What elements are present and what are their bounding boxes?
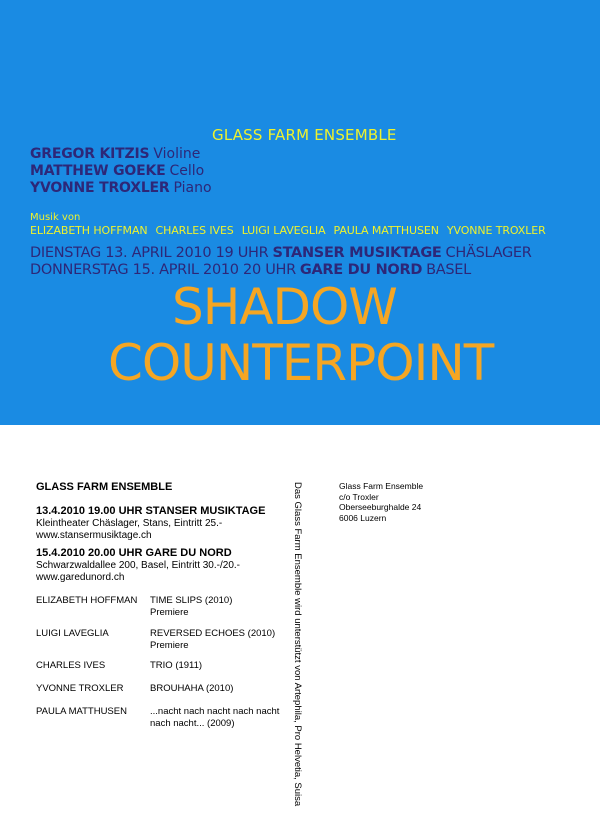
program-work-title: REVERSED ECHOES (2010) [150, 628, 276, 639]
program-work [150, 706, 279, 730]
musician-instrument: Piano [173, 180, 212, 196]
program-work-title: BROUHAHA (2010) [150, 683, 234, 694]
musician-instrument: Cello [169, 163, 205, 179]
event-heading: 15.4.2010 20.00 UHR GARE DU NORD [36, 547, 232, 559]
concert-place: CHÄSLAGER [445, 245, 532, 261]
program-composer: LUIGI LAVEGLIA [36, 628, 109, 639]
musician-line [30, 146, 200, 162]
program-composer: ELIZABETH HOFFMAN [36, 595, 138, 606]
program-work-title: TRIO (1911) [150, 660, 203, 671]
support-credit: Das Glass Farm Ensemble wird unterstützt von Artephila, Pro Helvetia, Suisa [292, 482, 303, 807]
back-side [0, 425, 600, 817]
ensemble-name: GLASS FARM ENSEMBLE [212, 126, 397, 144]
address-line: c/o Troxler [339, 491, 379, 502]
address-line: Glass Farm Ensemble [339, 481, 424, 491]
program-work-note: Premiere [150, 607, 189, 618]
concert-date: DONNERSTAG 15. APRIL 2010 20 UHR [30, 262, 296, 278]
musician-instrument: Violine [153, 146, 201, 162]
composer-name: PAULA MATTHUSEN [333, 224, 439, 237]
title-line-1: SHADOW [172, 278, 397, 336]
program-work [150, 683, 233, 695]
program-work [150, 660, 202, 672]
concert-venue: GARE DU NORD [299, 262, 423, 278]
title-line-2: COUNTERPOINT [108, 334, 494, 392]
event-venue-line: Schwarzwaldallee 200, Basel, Eintritt 30.-/20.- [36, 560, 240, 571]
program-work-title: TIME SLIPS (2010) [150, 595, 233, 606]
musik-von-label: Musik von [30, 212, 81, 223]
composer-name: YVONNE TROXLER [446, 224, 546, 237]
musician-name: MATTHEW GOEKE [30, 163, 166, 179]
composer-name: ELIZABETH HOFFMAN [30, 224, 148, 237]
musician-name: GREGOR KITZIS [30, 146, 150, 162]
program-work-title: ...nacht nach nacht nach nacht [150, 706, 280, 717]
address-line: 6006 Luzern [339, 512, 387, 523]
event-venue-line: Kleintheater Chäslager, Stans, Eintritt 25.- [36, 518, 223, 529]
concert-venue: STANSER MUSIKTAGE [272, 245, 442, 261]
program-work-note: nach nacht... (2009) [150, 718, 235, 729]
event-website[interactable]: www.garedunord.ch [36, 572, 125, 583]
event-heading: 13.4.2010 19.00 UHR STANSER MUSIKTAGE [36, 505, 266, 517]
concert-place: BASEL [426, 262, 471, 278]
program-composer: CHARLES IVES [36, 660, 106, 671]
concert-date: DIENSTAG 13. APRIL 2010 19 UHR [30, 245, 269, 261]
program-composer: YVONNE TROXLER [36, 683, 124, 694]
musician-line [30, 180, 212, 196]
musician-name: YVONNE TROXLER [30, 180, 170, 196]
program-work [150, 595, 232, 619]
address-line: Oberseeburghalde 24 [339, 502, 422, 512]
program-composer: PAULA MATTHUSEN [36, 706, 127, 717]
program-work [150, 628, 275, 652]
composer-list [30, 224, 554, 237]
musician-line [30, 163, 204, 179]
event-website[interactable]: www.stansermusiktage.ch [36, 530, 152, 541]
concert-date-line [30, 262, 471, 278]
concert-date-line [30, 245, 532, 261]
composer-name: LUIGI LAVEGLIA [241, 224, 326, 237]
program-work-note: Premiere [150, 640, 189, 651]
address-block [339, 481, 423, 523]
composer-name: CHARLES IVES [155, 224, 234, 237]
back-ensemble-name: GLASS FARM ENSEMBLE [36, 481, 173, 493]
